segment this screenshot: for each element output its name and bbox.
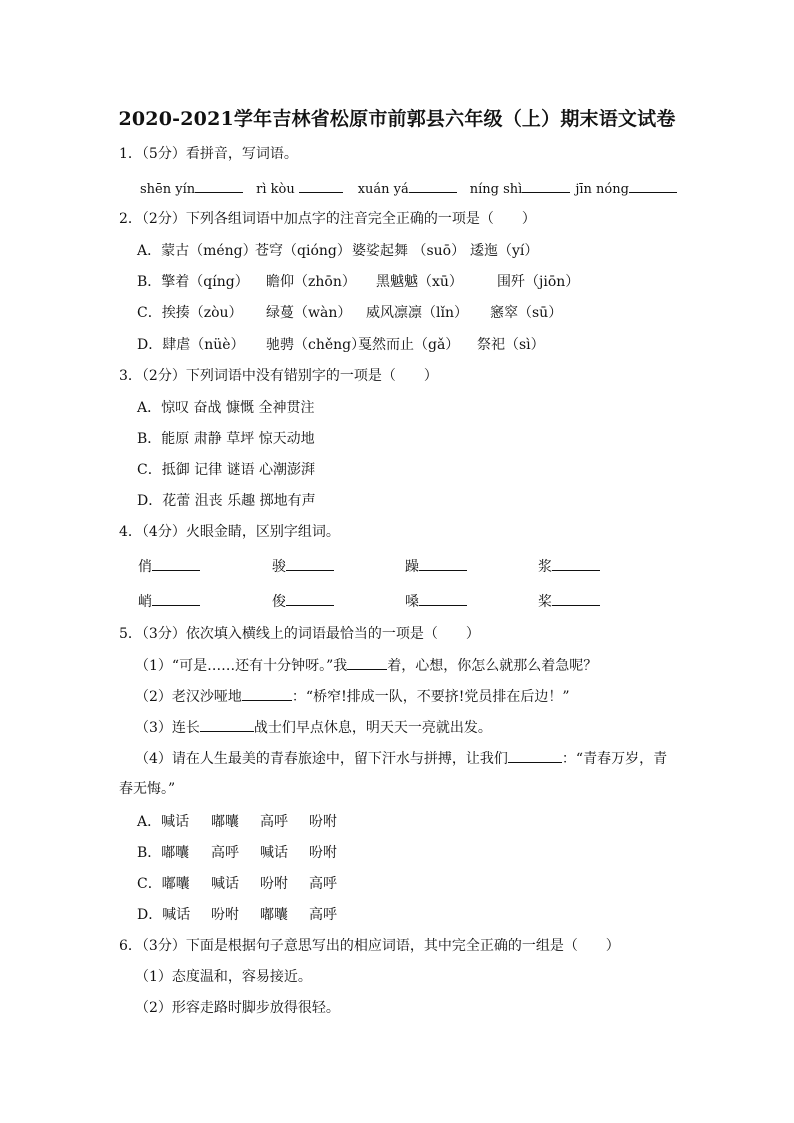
q2-option-d-2: 驰骋（chěng）	[266, 337, 366, 353]
q5-option-b-2: 高呼	[211, 845, 239, 861]
q3-option-a: A．惊叹 奋战 慷慨 全神贯注	[137, 400, 315, 416]
q5-option-b-3: 喊话	[260, 845, 288, 861]
q6-stem: 6．（3分）下面是根据句子意思写出的相应词语，其中完全正确的一组是（ ）	[119, 938, 620, 954]
q4-row2-item-4: 桨	[538, 591, 600, 612]
q3-option-d: D．花蕾 沮丧 乐趣 掷地有声	[137, 493, 316, 509]
q2-option-b-1: B．擎着（qíng）	[137, 274, 249, 290]
q2-option-b-2: 瞻仰（zhōn）	[266, 274, 356, 290]
q4-blank[interactable]	[152, 556, 200, 571]
q5-sentence-4-cont: 春无悔。”	[119, 781, 176, 797]
q4-row2-item-1: 峭	[138, 591, 200, 612]
q2-option-c-3: 威风凛凛（lǐn）	[366, 305, 468, 321]
q5-option-a-3: 高呼	[260, 814, 288, 830]
q5-option-a-4: 吩咐	[309, 814, 337, 830]
q2-option-d-1: D．肆虐（nüè）	[137, 337, 245, 353]
q2-option-c-1: C．挨揍（zòu）	[137, 305, 243, 321]
q6-sentence-1: （1）态度温和，容易接近。	[135, 969, 312, 985]
q1-blank-4[interactable]	[522, 178, 570, 193]
q5-option-c-2: 喊话	[211, 876, 239, 892]
q4-row2-item-2: 俊	[272, 591, 334, 612]
q4-blank[interactable]	[419, 556, 467, 571]
q2-option-c-2: 绿蔓（wàn）	[266, 305, 352, 321]
q4-blank[interactable]	[152, 591, 200, 606]
q2-option-a-1: A．蒙古（méng）	[137, 243, 257, 259]
q3-option-c: C．抵御 记律 谜语 心潮澎湃	[137, 462, 316, 478]
q1-blank-1[interactable]	[195, 178, 243, 193]
q5-option-a-2: 嘟囔	[211, 814, 239, 830]
q5-option-d-3: 嘟囔	[260, 907, 288, 923]
q5-stem: 5．（3分）依次填入横线上的词语最恰当的一项是（ ）	[119, 626, 480, 642]
q1-pinyin-2: rì kòu	[256, 182, 295, 197]
q5-option-d-1: D．喊话	[137, 907, 191, 923]
q6-sentence-2: （2）形容走路时脚步放得很轻。	[135, 1000, 340, 1016]
q1-pinyin-4: níng shì	[469, 182, 523, 197]
q5-sentence-3: （3）连长 战士们早点休息，明天天一亮就出发。	[135, 717, 492, 738]
q2-option-a-3: 婆娑起舞 （suō）	[352, 243, 466, 259]
q3-option-b: B．能原 肃静 草坪 惊天动地	[137, 431, 315, 447]
q4-row2-item-3: 嗓	[405, 591, 467, 612]
q5-option-c-3: 吩咐	[260, 876, 288, 892]
q5-blank-3[interactable]	[200, 717, 254, 732]
q1-pinyin-1: shēn yín	[140, 182, 196, 197]
q5-sentence-4: （4）请在人生最美的青春旅途中，留下汗水与拼搏，让我们 ：“青春万岁，青	[135, 748, 667, 769]
q1-stem: 1．（5分）看拼音，写词语。	[119, 146, 298, 162]
q5-option-b-4: 吩咐	[309, 845, 337, 861]
q2-option-d-3: 戛然而止（gǎ）	[358, 337, 460, 353]
q2-option-b-3: 黑魆魆（xū）	[376, 274, 463, 290]
q4-row1-item-2: 骏	[272, 556, 334, 577]
q5-blank-1[interactable]	[347, 655, 387, 670]
q1-pinyin-5: jīn nóng	[575, 182, 629, 197]
page-title: 2020-2021学年吉林省松原市前郭县六年级（上）期末语文试卷	[118, 108, 676, 130]
q4-row1-item-4: 浆	[538, 556, 600, 577]
q4-stem: 4．（4分）火眼金睛，区别字组词。	[119, 524, 340, 540]
q5-option-b-1: B．嘟囔	[137, 845, 190, 861]
q2-option-a-2: 苍穹（qióng）	[255, 243, 351, 259]
q5-blank-4[interactable]	[508, 748, 562, 763]
q5-option-c-4: 高呼	[309, 876, 337, 892]
q4-blank[interactable]	[286, 556, 334, 571]
q2-option-d-4: 祭祀（sì）	[477, 337, 545, 353]
q1-blank-3[interactable]	[409, 178, 457, 193]
q1-blank-5[interactable]	[629, 178, 677, 193]
q5-option-a-1: A．喊话	[137, 814, 190, 830]
q2-option-b-4: 围歼（jiōn）	[497, 274, 580, 290]
q5-option-c-1: C．嘟囔	[137, 876, 190, 892]
q4-blank[interactable]	[552, 556, 600, 571]
q1-pinyin-3: xuán yá	[357, 182, 409, 197]
q5-option-d-4: 高呼	[309, 907, 337, 923]
q4-blank[interactable]	[286, 591, 334, 606]
q2-option-c-4: 窸窣（sū）	[490, 305, 563, 321]
q1-blank-2[interactable]	[299, 178, 343, 193]
q3-stem: 3．（2分）下列词语中没有错别字的一项是（ ）	[119, 368, 438, 384]
q5-blank-2[interactable]	[242, 686, 292, 701]
q2-stem: 2．（2分）下列各组词语中加点字的注音完全正确的一项是（ ）	[119, 211, 536, 227]
q1-pinyin-row	[140, 178, 677, 200]
q4-blank[interactable]	[552, 591, 600, 606]
q4-row1-item-1: 俏	[138, 556, 200, 577]
q2-option-a-4: 逶迤（yí）	[470, 243, 539, 259]
q5-sentence-1: （1）“可是……还有十分钟呀。”我 着，心想，你怎么就那么着急呢？	[135, 655, 597, 676]
q5-sentence-2: （2）老汉沙哑地 ：“桥窄!排成一队，不要挤!党员排在后边！”	[135, 686, 570, 707]
q4-row1-item-3: 躁	[405, 556, 467, 577]
q4-blank[interactable]	[419, 591, 467, 606]
q5-option-d-2: 吩咐	[211, 907, 239, 923]
